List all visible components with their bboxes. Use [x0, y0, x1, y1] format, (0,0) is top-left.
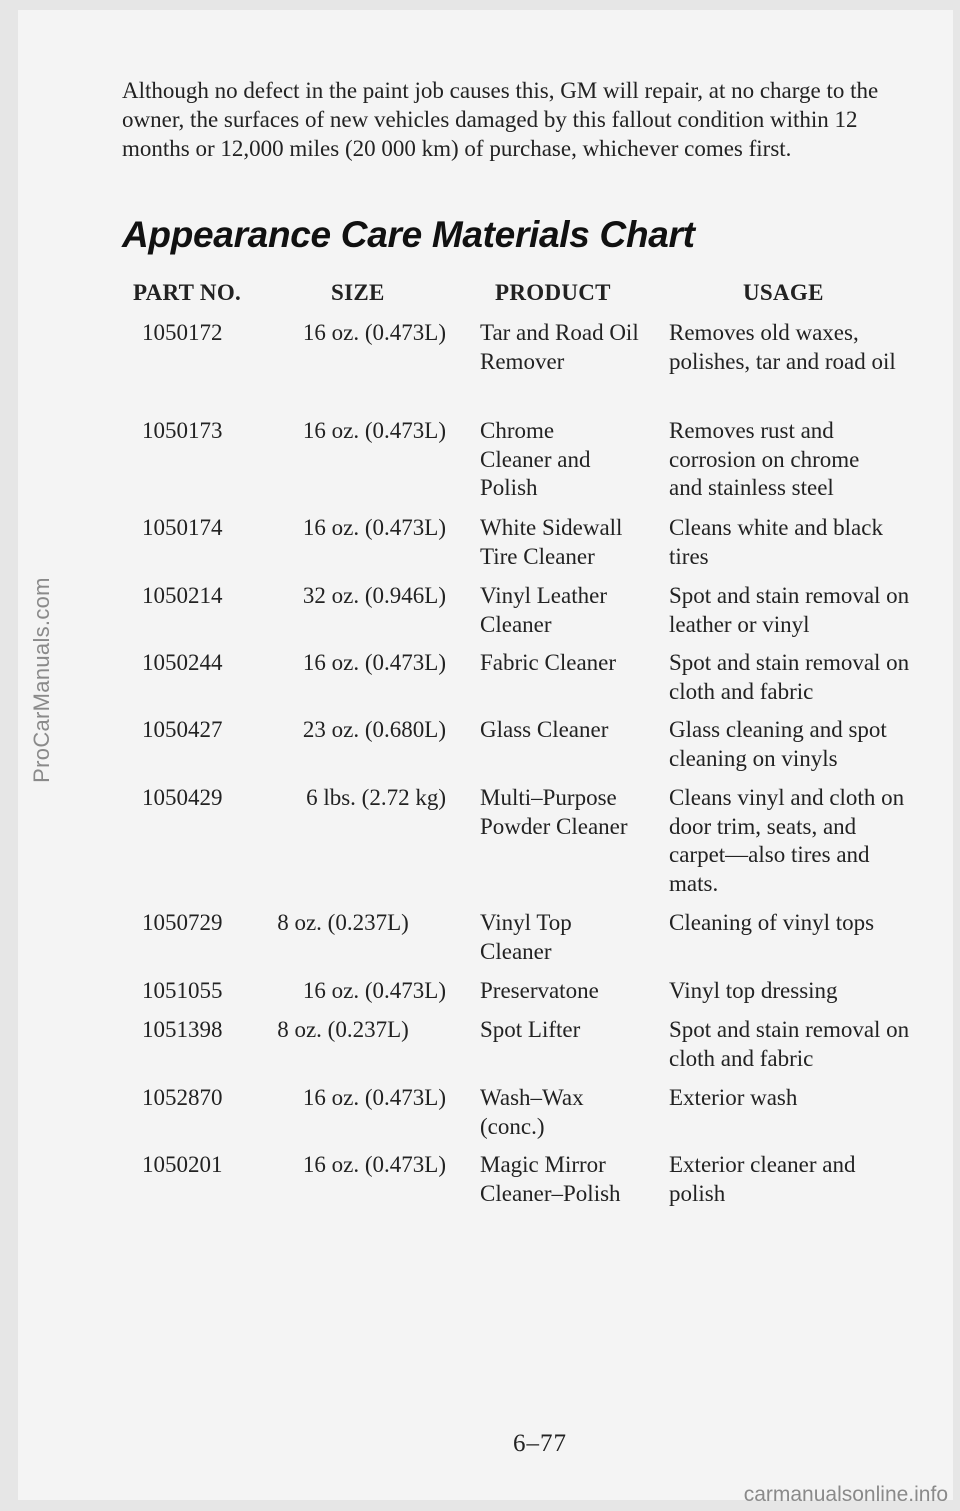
page-title: Appearance Care Materials Chart	[122, 214, 695, 255]
size: 16 oz. (0.473L)	[302, 320, 446, 345]
usage: Cleans vinyl and cloth on door trim, seats, and carpet—also tires and mats.	[669, 785, 905, 896]
part-number: 1051398	[142, 1017, 223, 1042]
size: 16 oz. (0.473L)	[302, 650, 446, 675]
header-size: SIZE	[331, 280, 385, 305]
product: Magic Mirror Cleaner–Polish	[480, 1152, 621, 1206]
part-number: 1050214	[142, 583, 223, 608]
size: 16 oz. (0.473L)	[302, 515, 446, 540]
part-number: 1050244	[142, 650, 223, 675]
part-number: 1050172	[142, 320, 223, 345]
usage: Removes old waxes, polishes, tar and road oil	[669, 320, 896, 374]
header-part-no: PART NO.	[133, 280, 242, 305]
part-number: 1050173	[142, 418, 223, 443]
usage: Spot and stain removal on leather or vinyl	[669, 583, 910, 637]
product: Preservatone	[480, 978, 599, 1003]
usage: Exterior wash	[669, 1085, 798, 1110]
part-number: 1052870	[142, 1085, 223, 1110]
product: Wash–Wax (conc.)	[480, 1085, 584, 1139]
part-number: 1050729	[142, 910, 223, 935]
product: Multi–Purpose Powder Cleaner	[480, 785, 628, 839]
usage: Cleans white and black tires	[669, 515, 883, 569]
product: White Sidewall Tire Cleaner	[480, 515, 623, 569]
size: 8 oz. (0.237L)	[277, 1017, 409, 1042]
size: 6 lbs. (2.72 kg)	[306, 785, 446, 810]
product: Chrome Cleaner and Polish	[480, 418, 591, 500]
usage: Spot and stain removal on cloth and fabric	[669, 650, 910, 704]
usage: Exterior cleaner and polish	[669, 1152, 856, 1206]
product: Tar and Road Oil Remover	[480, 320, 639, 374]
page-number: 6–77	[513, 1430, 567, 1457]
usage: Spot and stain removal on cloth and fabric	[669, 1017, 910, 1071]
usage: Vinyl top dressing	[669, 978, 838, 1003]
part-number: 1051055	[142, 978, 223, 1003]
header-product: PRODUCT	[495, 280, 611, 305]
product: Vinyl Top Cleaner	[480, 910, 572, 964]
size: 16 oz. (0.473L)	[302, 978, 446, 1003]
part-number: 1050429	[142, 785, 223, 810]
usage: Cleaning of vinyl tops	[669, 910, 875, 935]
size: 32 oz. (0.946L)	[302, 583, 446, 608]
size: 23 oz. (0.680L)	[302, 717, 446, 742]
usage: Removes rust and corrosion on chrome and stainless steel	[669, 418, 860, 500]
part-number: 1050427	[142, 717, 223, 742]
bottom-watermark: carmanualsonline.info	[743, 1483, 948, 1506]
product: Fabric Cleaner	[480, 650, 617, 675]
size: 16 oz. (0.473L)	[302, 1152, 446, 1177]
size: 8 oz. (0.237L)	[277, 910, 409, 935]
part-number: 1050201	[142, 1152, 223, 1177]
intro-paragraph: Although no defect in the paint job causes this, GM will repair, at no charge to the owner, the surfaces of new vehicles damaged by this fallout condition within 12 months or 12,000 miles (20 000 km) of purchase, whichever comes first.	[122, 78, 879, 161]
product: Vinyl Leather Cleaner	[480, 583, 607, 637]
usage: Glass cleaning and spot cleaning on vinyls	[669, 717, 887, 771]
product: Spot Lifter	[480, 1017, 581, 1042]
size: 16 oz. (0.473L)	[302, 1085, 446, 1110]
part-number: 1050174	[142, 515, 223, 540]
side-watermark: ProCarManuals.com	[29, 577, 54, 783]
size: 16 oz. (0.473L)	[302, 418, 446, 443]
header-usage: USAGE	[743, 280, 824, 305]
product: Glass Cleaner	[480, 717, 609, 742]
